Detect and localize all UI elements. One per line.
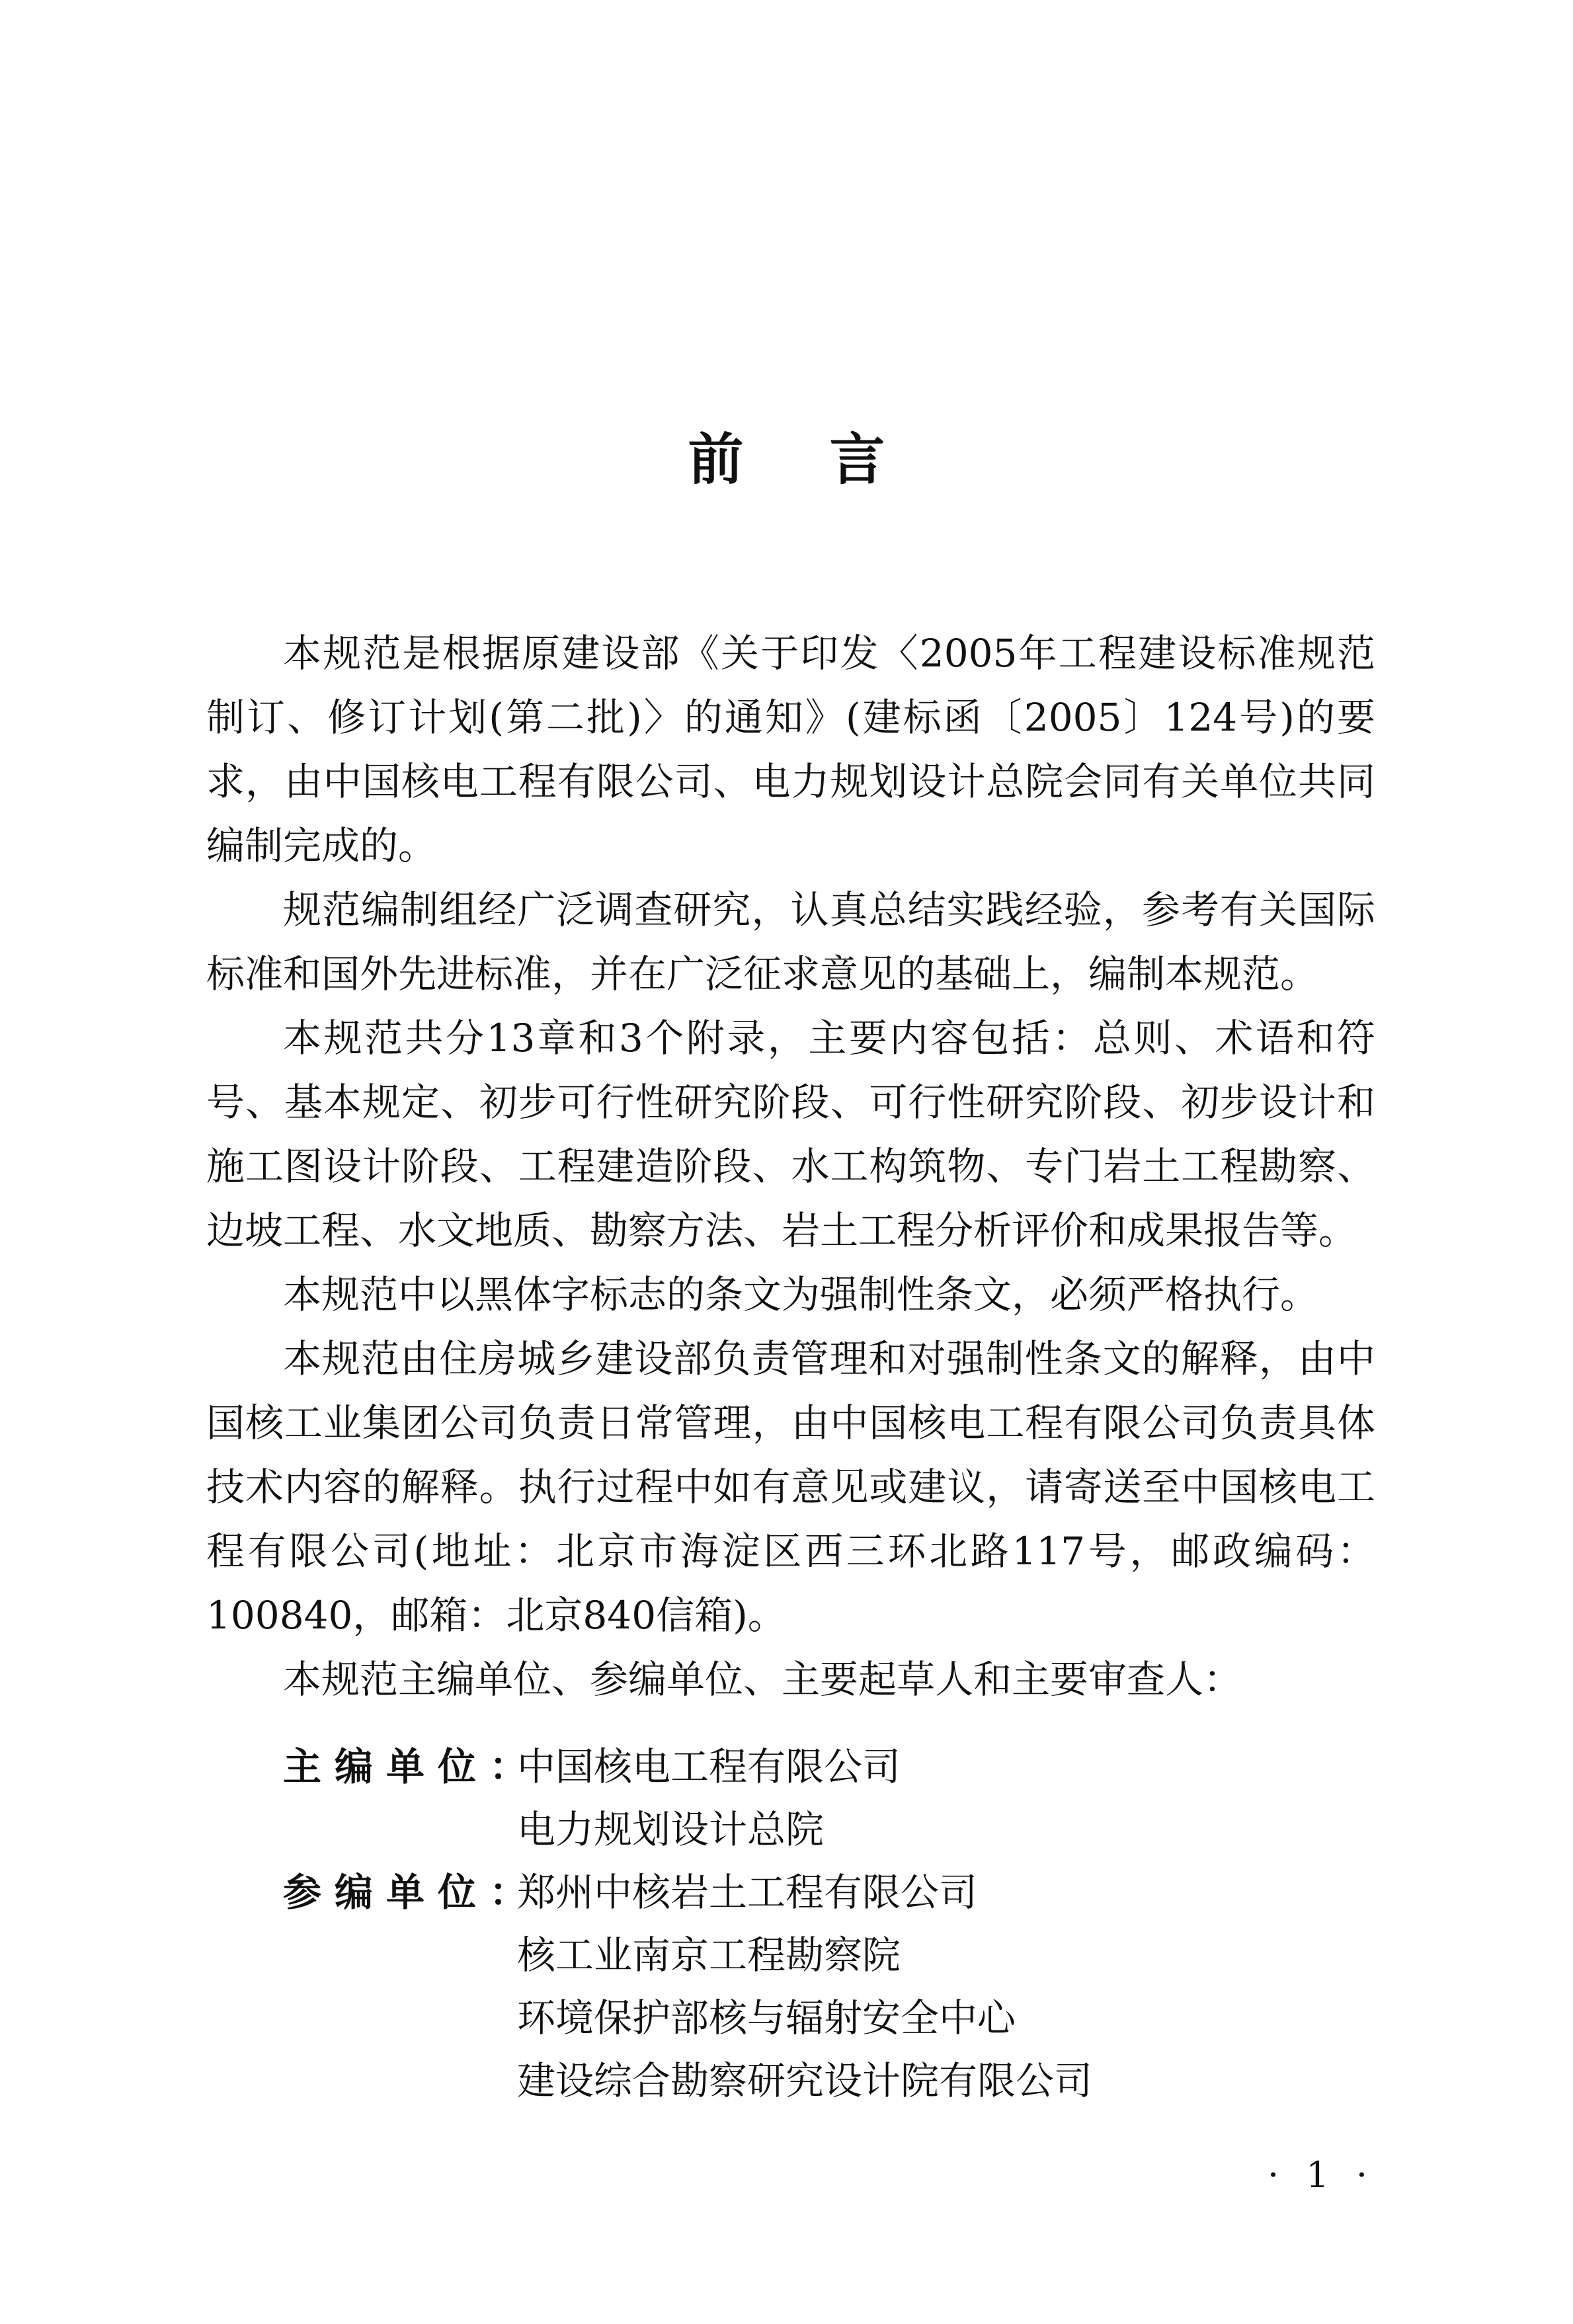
page-number: · 1 · [1267, 2154, 1375, 2196]
paragraph: 本规范是根据原建设部《关于印发〈2005年工程建设标准规范制订、修订计划(第二批)〉的通知》(建标函〔2005〕124号)的要求，由中国核电工程有限公司、电力规划设计总院会同有关单位共同编制完成的。 [206, 631, 1375, 868]
participating-names [517, 1861, 1092, 2112]
chief-editor-names [517, 1736, 901, 1861]
unit-name: 中国核电工程有限公司 [517, 1744, 901, 1789]
chief-editor-label: 主编单位： [283, 1744, 542, 1789]
chief-editor-units [206, 1736, 1375, 1861]
unit-list [206, 1736, 1375, 2112]
preface-body [206, 621, 1375, 1712]
paragraph: 本规范共分13章和3个附录，主要内容包括：总则、术语和符号、基本规定、初步可行性研究阶段、可行性研究阶段、初步设计和施工图设计阶段、工程建造阶段、水工构筑物、专门岩土工程勘察、边坡工程、水文地质、勘察方法、岩土工程分析评价和成果报告等。 [206, 1016, 1375, 1253]
participating-label: 参编单位： [283, 1870, 542, 1915]
page-title: 前言 [688, 427, 971, 492]
paragraph: 本规范由住房城乡建设部负责管理和对强制性条文的解释，由中国核工业集团公司负责日常管理，由中国核电工程有限公司负责具体技术内容的解释。执行过程中如有意见或建议，请寄送至中国核电工程有限公司(地址：北京市海淀区西三环北路117号，邮政编码：100840，邮箱：北京840信箱)。 [206, 1336, 1375, 1638]
unit-name: 核工业南京工程勘察院 [517, 1933, 901, 1978]
unit-name: 环境保护部核与辐射安全中心 [517, 1995, 1016, 2040]
paragraph: 本规范中以黑体字标志的条文为强制性条文，必须严格执行。 [283, 1272, 1319, 1317]
unit-name: 电力规划设计总院 [517, 1807, 825, 1852]
paragraph: 规范编制组经广泛调查研究，认真总结实践经验，参考有关国际标准和国外先进标准，并在广泛征求意见的基础上，编制本规范。 [206, 887, 1375, 996]
unit-name: 郑州中核岩土工程有限公司 [517, 1870, 978, 1915]
unit-name: 建设综合勘察研究设计院有限公司 [517, 2058, 1093, 2103]
participating-units [206, 1861, 1375, 2112]
paragraph: 本规范主编单位、参编单位、主要起草人和主要审查人： [283, 1657, 1242, 1702]
